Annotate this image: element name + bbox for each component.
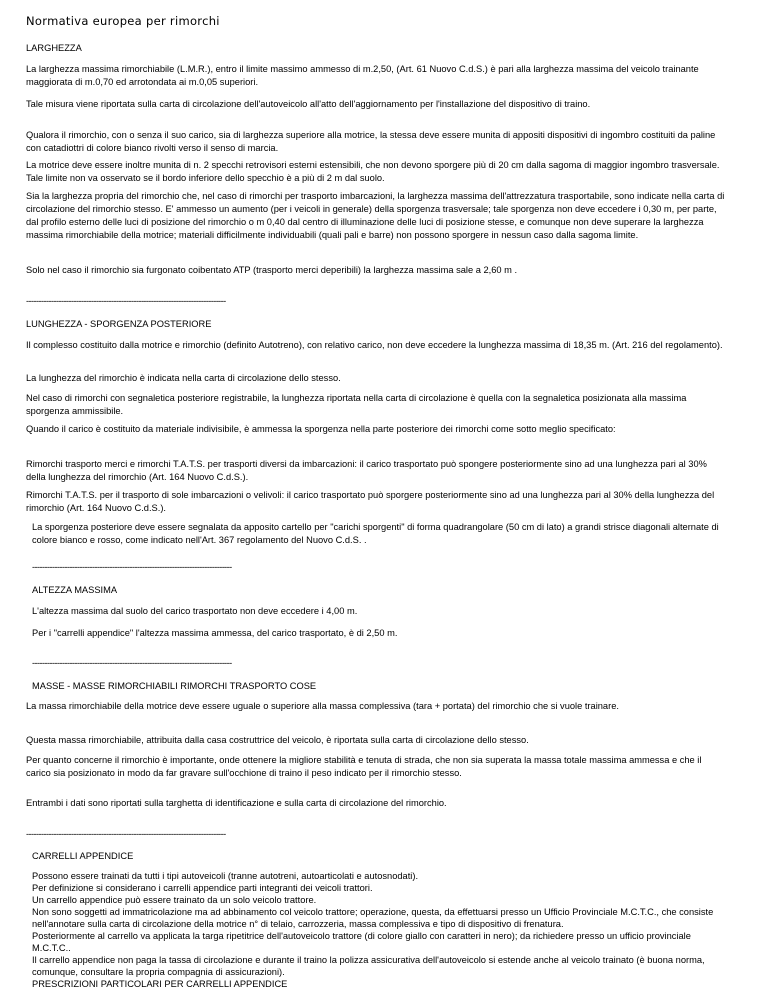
- paragraph: Entrambi i dati sono riportati sulla targhetta di identificazione e sulla carta di circolazione del rimorchio.: [26, 798, 447, 808]
- paragraph: Nel caso di rimorchi con segnaletica posteriore registrabile, la lunghezza riportata nella carta di circolazione è quella con la segnaletica posizionata alla massima sporgenza ammissibile.: [26, 393, 687, 416]
- paragraph: Qualora il rimorchio, con o senza il suo carico, sia di larghezza superiore alla motrice, la stessa deve essere munita di appositi dispositivi di ingombro costituiti da paline con catadiottri di colore bianco rivolti verso il senso di marcia.: [26, 130, 716, 153]
- paragraph: Questa massa rimorchiabile, attribuita dalla casa costruttrice del veicolo, è riportata sulla carta di circolazione dello stesso.: [26, 735, 529, 745]
- paragraph: La sporgenza posteriore deve essere segnalata da apposito cartello per "carichi sporgenti" di forma quadrangolare (50 cm di lato) a grandi strisce diagonali alternate di colore bianco e rosso, come indicato nell'Art. 367 regolamento del Nuovo C.d.S. .: [32, 522, 719, 545]
- heading-carrelli: CARRELLI APPENDICE: [32, 851, 134, 861]
- paragraph: Il complesso costituito dalla motrice e rimorchio (definito Autotreno), con relativo carico, non deve eccedere la lunghezza massima di 18,35 m. (Art. 216 del regolamento).: [26, 340, 723, 350]
- list-item: PRESCRIZIONI PARTICOLARI PER CARRELLI APPENDICE: [32, 979, 288, 989]
- list-item: Posteriormente al carrello va applicata la targa ripetitrice dell'autoveicolo trattore (di colore giallo con caratteri in nero); da richiedere presso un ufficio provinciale M.C.T.C..: [32, 931, 691, 953]
- paragraph: Sia la larghezza propria del rimorchio che, nel caso di rimorchi per trasporto imbarcazioni, la larghezza massima dell'attrezzatura trasportabile, sono indicate nella carta di circolazione del rimorchio stesso. E' ammesso un aumento (per i veicoli in generale) della sporgenza trasversale; tale sporgenza non deve eccedere i 0,30 m, per parte, dal profilo esterno delle luci di posizione del rimorchio o m 0,40 dal centro di illuminazione delle luci di posizione stesse, e comunque non deve superare la larghezza massima rimorchiabile della motrice; materiali difficilmente individuabili (quali pali e barre) non possono sporgere in nessun caso dalla sagoma limite.: [26, 191, 725, 240]
- page-title: Normativa europea per rimorchi: [26, 14, 220, 28]
- carrelli-body: [32, 870, 726, 990]
- paragraph: L'altezza massima dal suolo del carico trasportato non deve eccedere i 4,00 m.: [32, 606, 358, 616]
- paragraph: Quando il carico è costituito da materiale indivisibile, è ammessa la sporgenza nella parte posteriore dei rimorchi come sotto meglio specificato:: [26, 424, 616, 434]
- paragraph: Rimorchi T.A.T.S. per il trasporto di sole imbarcazioni o velivoli: il carico trasportato può sporgere posteriormente sino ad una lunghezza pari al 30% della lunghezza del rimorchio (Art. 164 Nuovo C.d.S.).: [26, 490, 715, 513]
- paragraph: La motrice deve essere inoltre munita di n. 2 specchi retrovisori esterni estensibili, che non devono sporgere più di 20 cm dalla sagoma di maggior ingombro trasversale. Tale limite non va osservato se il bordo inferiore dello specchio è a più di 2 m dal suolo.: [26, 160, 720, 183]
- heading-larghezza: LARGHEZZA: [26, 43, 82, 53]
- paragraph: Rimorchi trasporto merci e rimorchi T.A.T.S. per trasporti diversi da imbarcazioni: il carico trasportato può spongere posteriormente sino ad una lunghezza pari al 30% della lunghezza del rimorchio (Art. 164 Nuovo C.d.S.).: [26, 459, 707, 482]
- paragraph: La massa rimorchiabile della motrice deve essere uguale o superiore alla massa complessiva (tara + portata) del rimorchio che si vuole trainare.: [26, 701, 619, 711]
- separator: --------------------------------------------------------------------------------: [32, 658, 232, 668]
- paragraph: Solo nel caso il rimorchio sia furgonato coibentato ATP (trasporto merci deperibili) la larghezza massima sale a 2,60 m .: [26, 265, 518, 275]
- separator: --------------------------------------------------------------------------------: [26, 296, 226, 306]
- paragraph: Per quanto concerne il rimorchio è importante, onde ottenere la migliore stabilità e tenuta di strada, che non sia superata la massa totale massima ammessa e che il carico sia posizionato in modo da far gravare sull'occhione di traino il peso indicato per il rimorchio stesso.: [26, 755, 702, 778]
- list-item: Il carrello appendice non paga la tassa di circolazione e durante il traino la polizza assicurativa dell'autoveicolo si estende anche al veicolo trainato (è buona norma, comunque, consultare la propria compagnia di assicurazioni).: [32, 955, 705, 977]
- list-item: Un carrello appendice può essere trainato da un solo veicolo trattore.: [32, 895, 317, 905]
- heading-masse: MASSE - MASSE RIMORCHIABILI RIMORCHI TRASPORTO COSE: [32, 681, 317, 691]
- paragraph: Tale misura viene riportata sulla carta di circolazione dell'autoveicolo all'atto dell'aggiornamento per l'installazione del dispositivo di traino.: [26, 99, 591, 109]
- list-item: Non sono soggetti ad immatricolazione ma ad abbinamento col veicolo trattore; operazione, questa, da effettuarsi presso un Ufficio Provinciale M.C.T.C., che consiste nell'annotare sulla carta di circolazione della motrice n° di telaio, carrozzeria, massa complessiva e tipo di dispositivo di frenatura.: [32, 907, 714, 929]
- paragraph: La lunghezza del rimorchio è indicata nella carta di circolazione dello stesso.: [26, 373, 341, 383]
- list-item: Possono essere trainati da tutti i tipi autoveicoli (tranne autotreni, autoarticolati e autosnodati).: [32, 871, 419, 881]
- heading-lunghezza: LUNGHEZZA - SPORGENZA POSTERIORE: [26, 319, 212, 329]
- separator: --------------------------------------------------------------------------------: [32, 562, 232, 572]
- separator: --------------------------------------------------------------------------------: [26, 829, 226, 839]
- paragraph: Per i "carrelli appendice" l'altezza massima ammessa, del carico trasportato, è di 2,50 m.: [32, 628, 398, 638]
- heading-altezza: ALTEZZA MASSIMA: [32, 585, 118, 595]
- list-item: Per definizione si considerano i carrelli appendice parti integranti dei veicoli trattori.: [32, 883, 373, 893]
- paragraph: La larghezza massima rimorchiabile (L.M.R.), entro il limite massimo ammesso di m.2,50, (Art. 61 Nuovo C.d.S.) è pari alla larghezza massima del veicolo trainante maggiorata di m.0,70 ed arrotondata ai m.0,05 superiori.: [26, 64, 699, 87]
